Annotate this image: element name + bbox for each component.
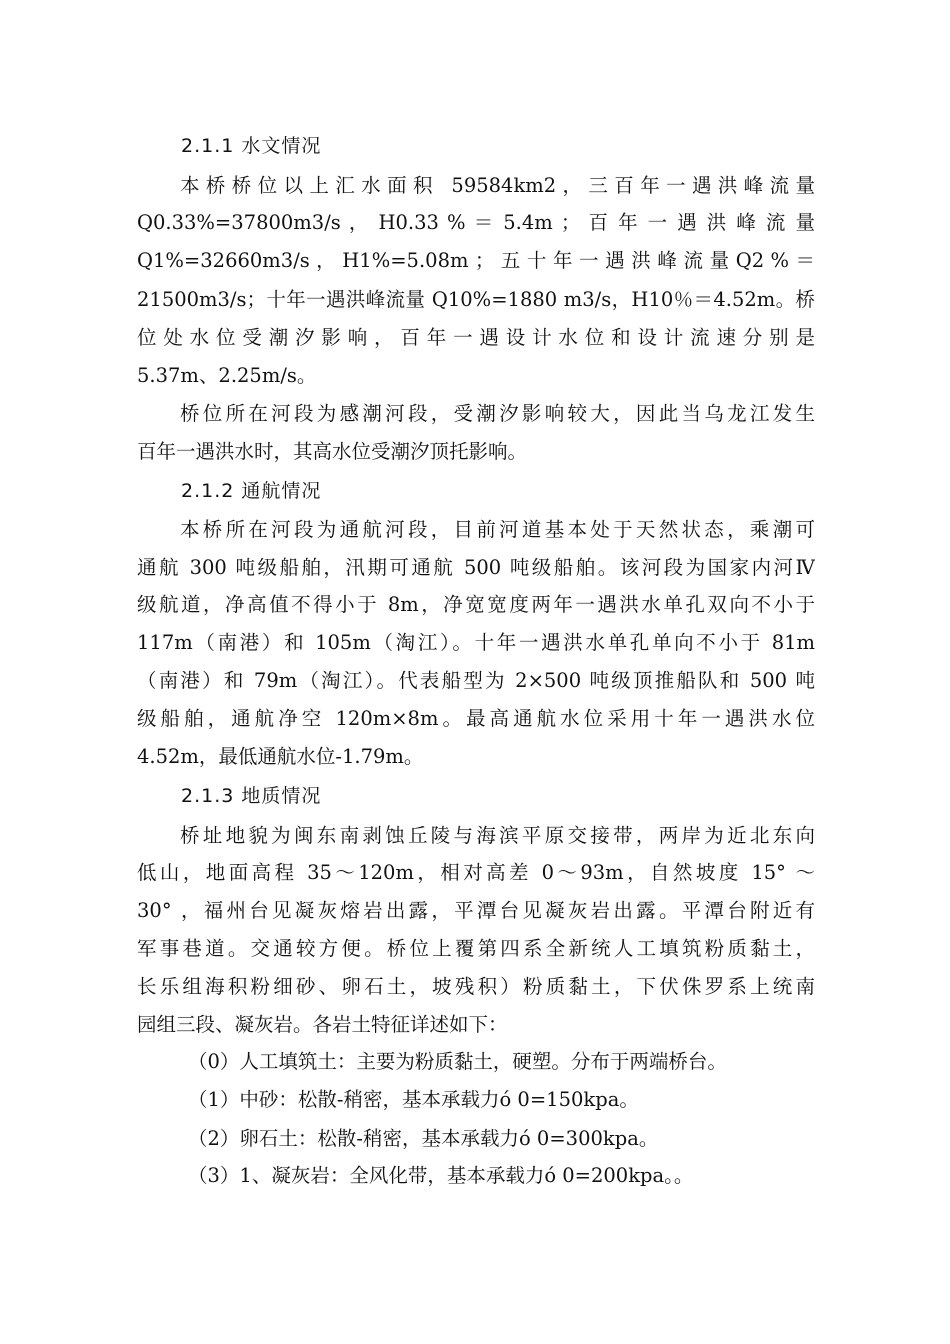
paragraph-line: 百年一遇洪水时，其高水位受潮汐顶托影响。 bbox=[137, 440, 528, 463]
paragraph-line: 位处水位受潮汐影响，百年一遇设计水位和设计流速分别是 bbox=[137, 326, 815, 349]
paragraph-line: 21500m3/s；十年一遇洪峰流量 Q10%=1880 m3/s，H10％＝4.52m。桥 bbox=[137, 288, 815, 311]
paragraph-line: 军事巷道。交通较方便。桥位上覆第四系全新统人工填筑粉质黏土， bbox=[137, 937, 815, 960]
paragraph-line: 桥位所在河段为感潮河段，受潮汐影响较大，因此当乌龙江发生 bbox=[180, 402, 815, 425]
section-heading-hydrology: 2.1.1 水文情况 bbox=[181, 135, 322, 157]
paragraph-line: Q1%=32660m3/s ， H1%=5.08m ； 五 十 年 一 遇 洪 峰 流 量 Q2 % ＝ bbox=[137, 249, 815, 272]
paragraph-line: 本桥桥位以上汇水面积 59584km2，三百年一遇洪峰流量 bbox=[180, 174, 815, 197]
paragraph-line: 级航道，净高值不得小于 8m，净宽宽度两年一遇洪水单孔双向不小于 bbox=[137, 593, 815, 616]
paragraph-line: 117m（南港）和 105m（淘江）。十年一遇洪水单孔单向不小于 81m bbox=[137, 631, 815, 654]
list-item: （1）中砂：松散-稍密，基本承载力ó 0=150kpa。 bbox=[188, 1088, 639, 1111]
list-item: （3）1、凝灰岩：全风化带，基本承载力ó 0=200kpa。。 bbox=[188, 1164, 694, 1187]
paragraph-line: 本桥所在河段为通航河段，目前河道基本处于天然状态，乘潮可 bbox=[180, 518, 815, 541]
paragraph-line: 桥址地貌为闽东南剥蚀丘陵与海滨平原交接带，两岸为近北东向 bbox=[180, 824, 815, 847]
paragraph-line: 长乐组海积粉细砂、卵石土，坡残积）粉质黏土，下伏侏罗系上统南 bbox=[137, 975, 815, 998]
paragraph-line: 园组三段、凝灰岩。各岩土特征详述如下： bbox=[137, 1013, 508, 1036]
paragraph-line: （南港）和 79m（淘江）。代表船型为 2×500 吨级顶推船队和 500 吨 bbox=[137, 669, 815, 692]
paragraph-line: 低山，地面高程 35～120m，相对高差 0～93m，自然坡度 15° ～ bbox=[137, 861, 815, 884]
paragraph-line: 30° ，福州台见凝灰熔岩出露，平潭台见凝灰岩出露。平潭台附近有 bbox=[137, 899, 815, 922]
paragraph-line: 级船舶，通航净空 120m×8m。最高通航水位采用十年一遇洪水位 bbox=[137, 707, 815, 730]
paragraph-line: Q0.33%=37800m3/s ， H0.33 % ＝ 5.4m ； 百 年 一 遇 洪 峰 流 量 bbox=[137, 211, 815, 234]
paragraph-line: 通航 300 吨级船舶，汛期可通航 500 吨级船舶。该河段为国家内河Ⅳ bbox=[137, 556, 815, 579]
paragraph-line: 4.52m，最低通航水位-1.79m。 bbox=[137, 745, 424, 768]
section-heading-navigation: 2.1.2 通航情况 bbox=[181, 480, 322, 502]
list-item: （2）卵石土：松散-稍密，基本承载力ó 0=300kpa。 bbox=[188, 1127, 659, 1150]
list-item: （0）人工填筑土：主要为粉质黏土，硬塑。分布于两端桥台。 bbox=[188, 1050, 727, 1073]
paragraph-line: 5.37m、2.25m/s。 bbox=[137, 364, 317, 387]
section-heading-geology: 2.1.3 地质情况 bbox=[181, 785, 322, 807]
